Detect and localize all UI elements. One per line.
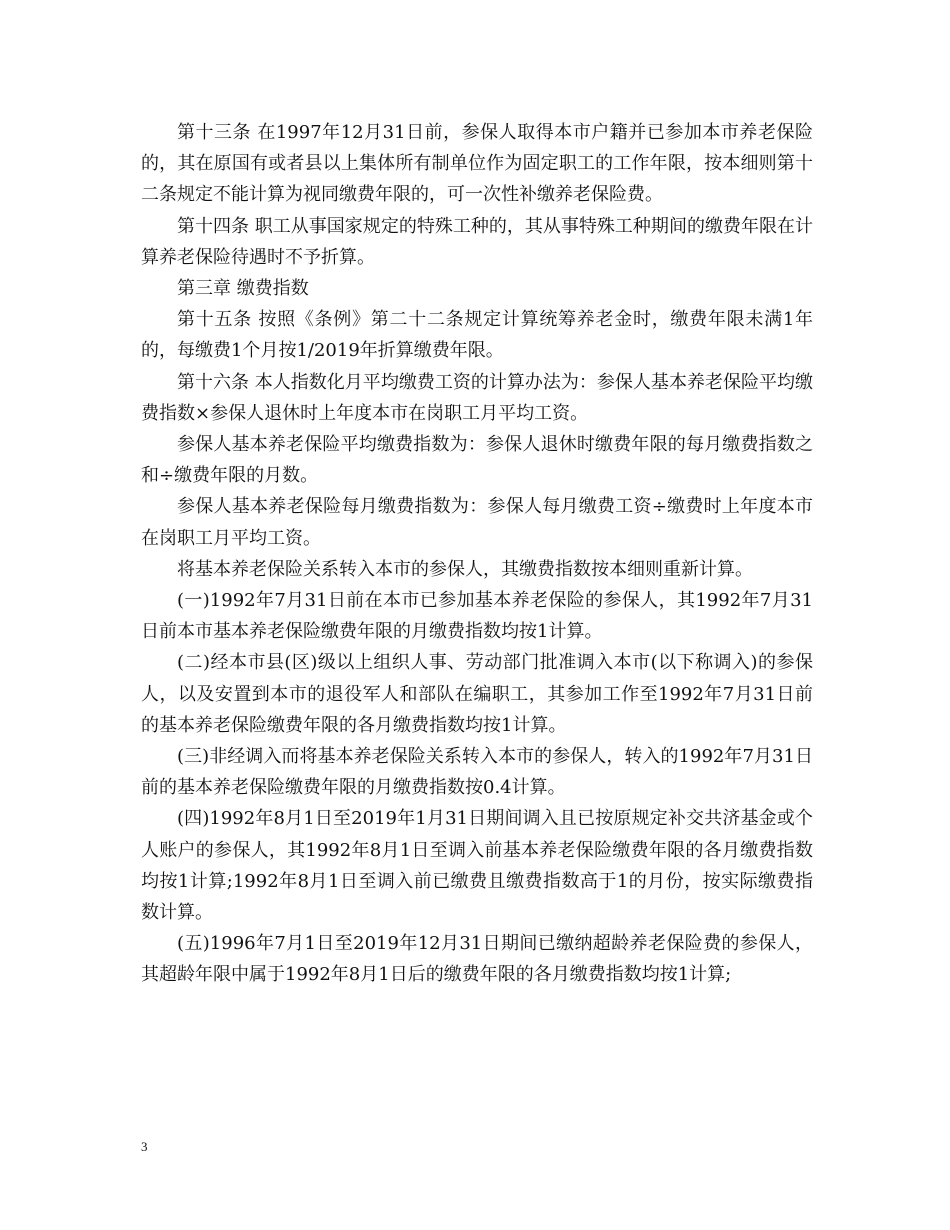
document-body xyxy=(141,117,813,991)
paragraph-monthly-index: 参保人基本养老保险每月缴费指数为：参保人每月缴费工资÷缴费时上年度本市在岗职工月平均工资。 xyxy=(141,496,813,549)
paragraph-item-4: (四)1992年8月1日至2019年1月31日期间调入且已按原规定补交共济基金或个人账户的参保人，其1992年8月1日至调入前基本养老保险缴费年限的各月缴费指数均按1计算;1992年8月1日至调入前已缴费且缴费指数高于1的月份，按实际缴费指数计算。 xyxy=(141,808,813,924)
paragraph-article-14: 第十四条 职工从事国家规定的特殊工种的，其从事特殊工种期间的缴费年限在计算养老保险待遇时不予折算。 xyxy=(141,215,813,268)
chapter-heading: 第三章 缴费指数 xyxy=(177,278,309,300)
paragraph-article-13: 第十三条 在1997年12月31日前，参保人取得本市户籍并已参加本市养老保险的，其在原国有或者县以上集体所有制单位作为固定职工的工作年限，按本细则第十二条规定不能计算为视同缴费年限的，可一次性补缴养老保险费。 xyxy=(141,122,813,206)
paragraph-article-15: 第十五条 按照《条例》第二十二条规定计算统筹养老金时，缴费年限未满1年的，每缴费1个月按1/2019年折算缴费年限。 xyxy=(141,309,813,362)
paragraph-transfer-rule: 将基本养老保险关系转入本市的参保人，其缴费指数按本细则重新计算。 xyxy=(177,558,753,580)
paragraph-item-2: (二)经本市县(区)级以上组织人事、劳动部门批准调入本市(以下称调入)的参保人，以及安置到本市的退役军人和部队在编职工，其参加工作至1992年7月31日前的基本养老保险缴费年限的各月缴费指数均按1计算。 xyxy=(141,652,813,736)
paragraph-article-16: 第十六条 本人指数化月平均缴费工资的计算办法为：参保人基本养老保险平均缴费指数×参保人退休时上年度本市在岗职工月平均工资。 xyxy=(141,371,813,424)
paragraph-average-index: 参保人基本养老保险平均缴费指数为：参保人退休时缴费年限的每月缴费指数之和÷缴费年限的月数。 xyxy=(141,434,813,487)
paragraph-item-5: (五)1996年7月1日至2019年12月31日期间已缴纳超龄养老保险费的参保人，其超龄年限中属于1992年8月1日后的缴费年限的各月缴费指数均按1计算; xyxy=(141,933,813,986)
paragraph-item-1: (一)1992年7月31日前在本市已参加基本养老保险的参保人，其1992年7月31日前本市基本养老保险缴费年限的月缴费指数均按1计算。 xyxy=(141,590,813,643)
paragraph-item-3: (三)非经调入而将基本养老保险关系转入本市的参保人，转入的1992年7月31日前的基本养老保险缴费年限的月缴费指数按0.4计算。 xyxy=(141,746,813,799)
page-number: 3 xyxy=(141,1139,148,1154)
